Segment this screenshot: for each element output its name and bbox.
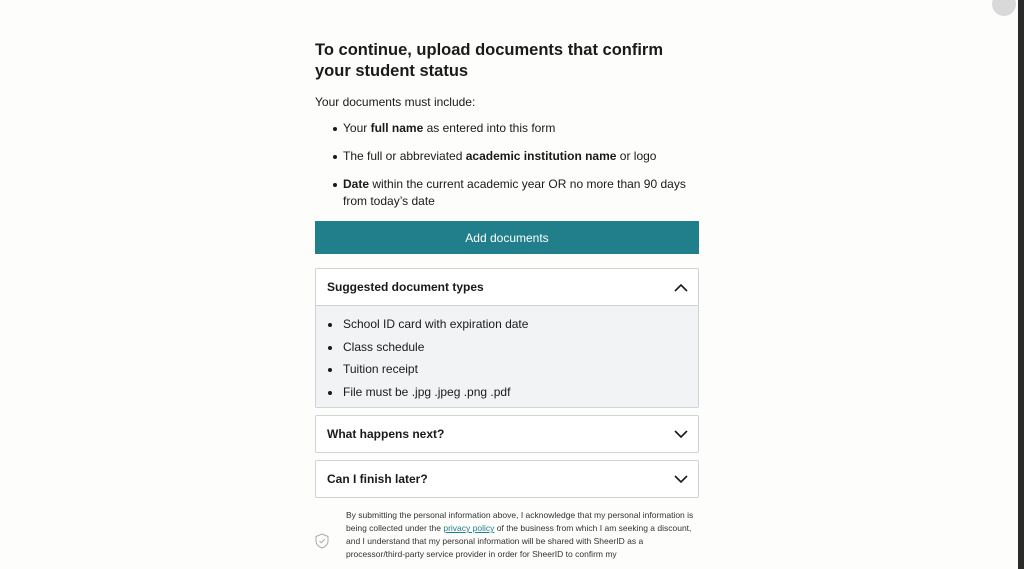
- accordion-body: [316, 305, 698, 407]
- add-documents-button[interactable]: Add documents: [315, 221, 699, 254]
- list-item: Date within the current academic year OR no more than 90 days from today’s date: [315, 176, 699, 210]
- list-item: The full or abbreviated academic institution name or logo: [315, 148, 699, 165]
- list-item: School ID card with expiration date: [316, 313, 698, 336]
- page-title: To continue, upload documents that confirm your student status: [315, 41, 664, 80]
- consent-text: By submitting the personal information above, I acknowledge that my personal information is being collected under the privacy policy of the business from which I am seeking a discount, and I understand that my personal information will be shared with SheerID as a processor/third-party service provider in order for SheerID to confirm my: [315, 509, 699, 561]
- window-edge: [1018, 0, 1024, 569]
- accordion-header[interactable]: Suggested document types: [316, 269, 698, 305]
- shield-check-icon: [315, 533, 329, 549]
- privacy-policy-link[interactable]: privacy policy: [443, 523, 495, 533]
- close-button[interactable]: [992, 0, 1016, 16]
- accordion-finish-later: [315, 460, 699, 498]
- list-item: File must be .jpg .jpeg .png .pdf: [316, 381, 698, 404]
- accordion-header[interactable]: What happens next?: [316, 416, 698, 452]
- requirements-list: [315, 120, 699, 210]
- list-item: Class schedule: [316, 336, 698, 359]
- chevron-down-icon: [674, 430, 688, 439]
- chevron-down-icon: [674, 475, 688, 484]
- upload-form: [315, 40, 699, 561]
- list-item: Your full name as entered into this form: [315, 120, 699, 137]
- accordion-what-next: [315, 415, 699, 453]
- chevron-up-icon: [674, 283, 688, 292]
- accordion-header[interactable]: Can I finish later?: [316, 461, 698, 497]
- accordion-suggested-types: [315, 268, 699, 408]
- list-item: Tuition receipt: [316, 358, 698, 381]
- intro-text: Your documents must include:: [315, 95, 476, 109]
